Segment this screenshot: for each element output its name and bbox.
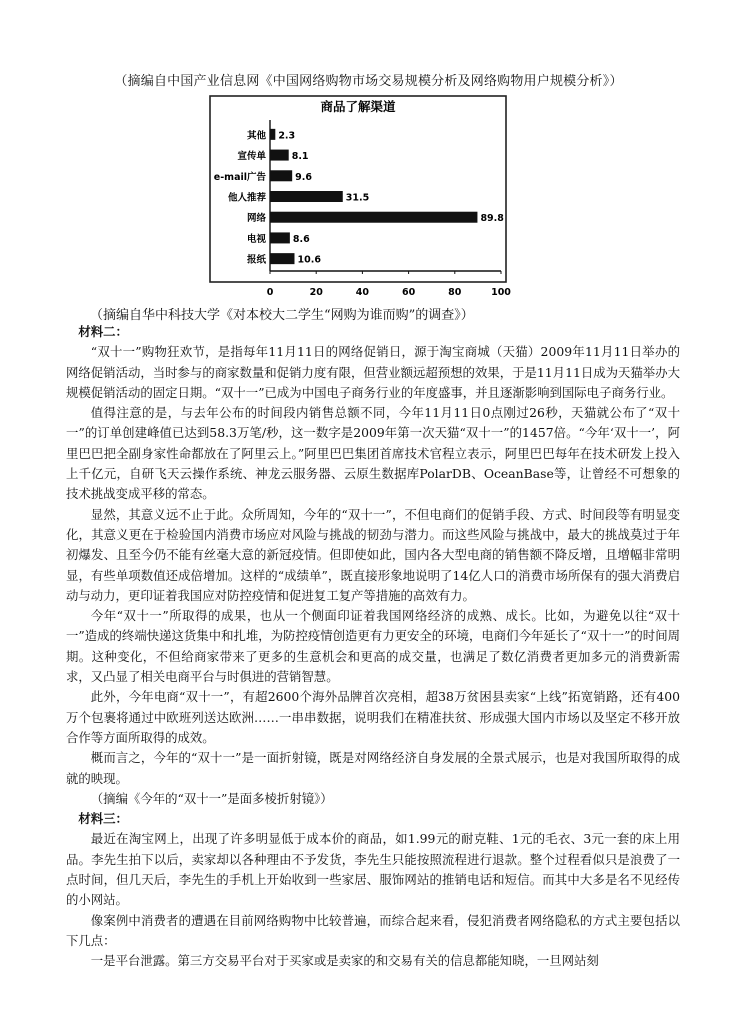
material-2-paragraph-2: 值得注意的是，与去年公布的时间段内销售总额不同，今年11月11日0点刚过26秒，天猫就公布了“双十一”的订单创建峰值已达到58.3万笔/秒，这一数字是2009年第一次天猫“双十一”的1457倍。“今年‘双十一’，阿里巴巴把全副身家性命都放在了阿里云上。”阿里巴巴集团首席技术官程立表示，阿里巴巴每年在技术研发上投入上千亿元，自研飞天云操作系统、神龙云服务器、云原生数据库PolarDB、OceanBase等，让曾经不可想象的技术挑战变成平移的常态。 bbox=[66, 405, 680, 502]
chart-title: 商品了解渠道 bbox=[320, 99, 396, 114]
category-label-1: 宣传单 bbox=[237, 151, 266, 163]
category-label-3: 他人推荐 bbox=[227, 192, 266, 204]
x-tick-label-5: 100 bbox=[491, 287, 511, 298]
value-label-6: 10.6 bbox=[297, 254, 321, 266]
material-2-paragraph-1: “双十一”购物狂欢节，是指每年11月11日的网络促销日，源于淘宝商城（天猫）2009年11月11日举办的网络促销活动，当时参与的商家数量和促销力度有限，但营业额远超预想的效果，于是11月11日成为天猫举办大规模促销活动的固定日期。“双十一”已成为中国电子商务行业的年度盛事，并且逐渐影响到国际电子商务行业。 bbox=[66, 344, 680, 400]
value-label-4: 89.8 bbox=[480, 213, 504, 225]
value-label-1: 8.1 bbox=[291, 151, 309, 163]
bar-3 bbox=[270, 191, 343, 202]
value-label-2: 9.6 bbox=[295, 171, 313, 183]
value-label-0: 2.3 bbox=[278, 130, 296, 142]
bar-5 bbox=[270, 232, 290, 243]
category-label-6: 报纸 bbox=[246, 254, 266, 266]
bar-2 bbox=[270, 170, 292, 181]
category-label-0: 其他 bbox=[246, 130, 266, 142]
x-tick-label-1: 20 bbox=[309, 287, 323, 298]
category-label-5: 电视 bbox=[246, 233, 266, 245]
material-2-paragraph-3: 显然，其意义远不止于此。众所周知，今年的“双十一”，不但电商们的促销手段、方式、时间段等有明显变化，其意义更在于检验国内消费市场应对风险与挑战的韧劲与潜力。而这些风险与挑战中，最大的挑战莫过于年初爆发、且至今仍不能有丝毫大意的新冠疫情。但即使如此，国内各大型电商的销售额不降反增，且增幅非常明显，有些单项数值还成倍增加。这样的“成绩单”，既直接形象地说明了14亿人口的消费市场所保有的强大消费启动与动力，更印证着我国应对防控疫情和促进复工复产等措施的高效有力。 bbox=[66, 506, 680, 603]
bar-1 bbox=[270, 150, 289, 161]
article-body bbox=[66, 322, 680, 972]
material-3-paragraph-2: 像案例中消费者的遭遇在目前网络购物中比较普遍，而综合起来看，侵犯消费者网络隐私的方式主要包括以下几点： bbox=[66, 912, 680, 948]
chart-svg bbox=[208, 94, 520, 298]
bar-4 bbox=[270, 212, 477, 223]
x-tick-label-3: 60 bbox=[401, 287, 416, 298]
chart-source-caption: （摘编自华中科技大学《对本校大二学生“网购为谁而购”的调查》） bbox=[90, 308, 474, 323]
category-label-4: 网络 bbox=[246, 213, 266, 225]
bar-6 bbox=[270, 253, 294, 264]
value-label-5: 8.6 bbox=[292, 233, 310, 245]
bar-0 bbox=[270, 129, 275, 140]
material-2-heading: 材料二： bbox=[78, 324, 128, 339]
material-2-paragraph-6: 概而言之，今年的“双十一”是一面折射镜，既是对网络经济自身发展的全景式展示，也是对我国所取得的成就的映现。 bbox=[66, 750, 680, 786]
material-2-paragraph-5: 此外，今年电商“双十一”，有超2600个海外品牌首次亮相，超38万贫困县卖家“上线”拓宽销路，还有400万个包裹将通过中欧班列送达欧洲……一串串数据，说明我们在精准扶贫、形成强大国内市场以及坚定不移开放合作等方面所取得的成效。 bbox=[66, 689, 680, 745]
category-label-2: e-mail广告 bbox=[213, 171, 266, 183]
material-2-paragraph-4: 今年“双十一”所取得的成果，也从一个侧面印证着我国网络经济的成熟、成长。比如，为避免以往“双十一”造成的终端快递这货集中和扎堆，为防控疫情创造更有力更安全的环境，电商们今年延长了“双十一”的时间周期。这种变化，不但给商家带来了更多的生意机会和更高的成交量，也满足了数亿消费者更加多元的消费新需求，又凸显了相关电商平台与时俱进的营销智慧。 bbox=[66, 608, 680, 685]
material-3-paragraph-3: 一是平台泄露。第三方交易平台对于买家或是卖家的和交易有关的信息都能知晓，一旦网站刻 bbox=[90, 953, 599, 969]
value-label-3: 31.5 bbox=[345, 192, 370, 204]
material-2-source: （摘编《今年的“双十一”是面多棱折射镜》） bbox=[90, 790, 333, 806]
material-3-paragraph-1: 最近在淘宝网上，出现了许多明显低于成本价的商品，如1.99元的耐克鞋、1元的毛衣、3元一套的床上用品。李先生拍下以后，卖家却以各种理由不予发货，李先生只能按照流程进行退款。整个过程看似只是浪费了一点时间，但几天后，李先生的手机上开始收到一些家居、服饰网站的推销电话和短信。而其中大多是名不见经传的小网站。 bbox=[66, 831, 680, 908]
x-tick-label-0: 0 bbox=[266, 287, 274, 298]
x-tick-label-4: 80 bbox=[448, 287, 462, 298]
chart-source-caption-top: （摘编自中国产业信息网《中国网络购物市场交易规模分析及网络购物用户规模分析》） bbox=[114, 74, 623, 89]
x-tick-label-2: 40 bbox=[355, 287, 370, 298]
channel-bar-chart bbox=[208, 94, 520, 298]
material-3-heading: 材料三： bbox=[78, 811, 128, 827]
